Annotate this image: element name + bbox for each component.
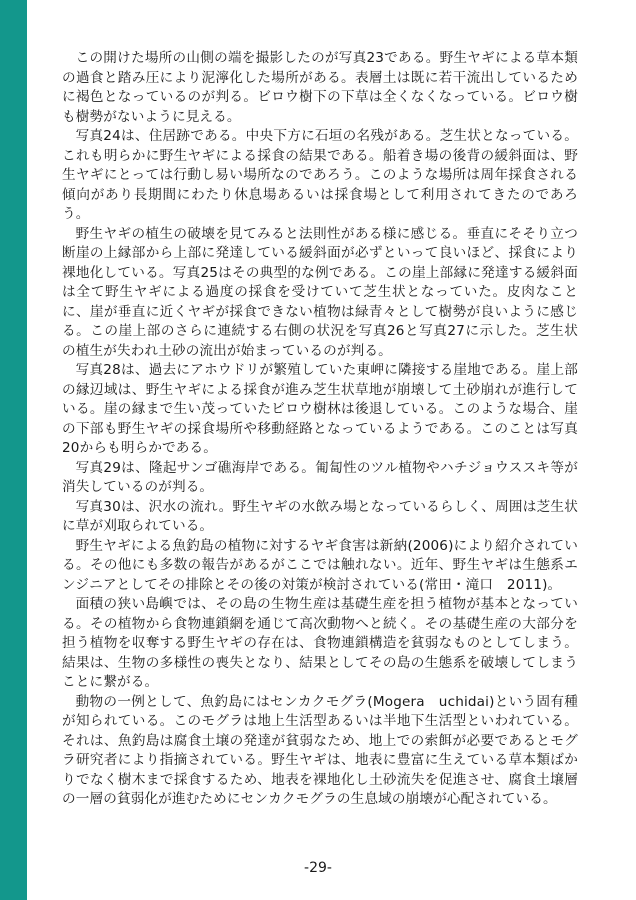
paragraph-vegetation-destruction: 野生ヤギの植生の破壊を見てみると法則性がある様に感じる。垂直にそそり立つ断崖の上縁部から上部に発達している緩斜面が必ずといって良いほど、採食により裸地化している。写真25はその典型的な例である。この崖上部縁に発達する緩斜面は全て野生ヤギによる過度の採食を受けていて芝生状となっていた。皮肉なことに、崖が垂直に近くヤギが採食できない植物は緑青々として樹勢が良いように感じる。この崖上部のさらに連続する右側の状況を写真26と写真27に示した。芝生状の植生が失われ土砂の流出が始まっているのが判る。 <box>62 225 578 359</box>
paragraph-photo-24: 写真24は、住居跡である。中央下方に石垣の名残がある。芝生状となっている。これも明らかに野生ヤギによる採食の結果である。船着き場の後背の緩斜面は、野生ヤギにとっては行動し易い場所なのであろう。このような場所は周年採食される傾向があり長期間にわたり休息場あるいは採食場として利用されてきたのであろう。 <box>62 128 578 222</box>
paragraph-photo-23: この開けた場所の山側の端を撮影したのが写真23である。野生ヤギによる草本類の過食と踏み圧により泥濘化した場所がある。表層土は既に若干流出しているために褐色となっているのが判る。ビロウ樹下の下草は全くなくなっている。ビロウ樹も樹勢がないように見える。 <box>62 50 578 125</box>
paragraph-photo-28: 写真28は、過去にアホウドリが繁殖していた東岬に隣接する崖地である。崖上部の縁辺域は、野生ヤギによる採食が進み芝生状草地が崩壊して土砂崩れが進行している。崖の縁まで生い茂っていたビロウ樹林は後退している。このような場合、崖の下部も野生ヤギの採食場所や移動経路となっているようである。このことは写真20からも明らかである。 <box>62 362 578 456</box>
paragraph-senkaku-mole: 動物の一例として、魚釣島にはセンカクモグラ(Mogera uchidai)という固有種が知られている。このモグラは地上生活型あるいは半地下生活型といわれている。それは、魚釣島は腐食土壌の発達が貧弱なため、地上での索餌が必要であるとモグラ研究者により指摘されている。野生ヤギは、地表に豊富に生えている草本類ばかりでなく樹木まで採食するため、地表を裸地化し土砂流失を促進させ、腐食土壌層の一層の貧弱化が進むためにセンカクモグラの生息域の崩壊が心配されている。 <box>62 693 578 807</box>
paragraph-island-ecosystem: 面積の狭い島嶼では、その島の生物生産は基礎生産を担う植物が基本となっている。その植物から食物連鎖網を通じて高次動物へと続く。その基礎生産の大部分を担う植物を収奪する野生ヤギの存在は、食物連鎖構造を貧弱なものとしてしまう。結果は、生物の多様性の喪失となり、結果としてその島の生態系を破壊してしまうことに繋がる。 <box>62 596 578 690</box>
page-side-band <box>0 0 27 900</box>
paragraph-photo-30: 写真30は、沢水の流れ。野生ヤギの水飲み場となっているらしく、周囲は芝生状に草が刈取られている。 <box>62 498 578 534</box>
body-text <box>62 49 578 810</box>
page-number: -29- <box>304 860 332 876</box>
paragraph-photo-29: 写真29は、隆起サンゴ礁海岸である。匍匐性のツル植物やハチジョウススキ等が消失しているのが判る。 <box>62 459 578 495</box>
paragraph-goat-damage-reports: 野生ヤギによる魚釣島の植物に対するヤギ食害は新納(2006)により紹介されている。その他にも多数の報告があるがここでは触れない。近年、野生ヤギは生態系エンジニアとしてその排除とその後の対策が検討されている(常田・滝口 2011)。 <box>62 537 578 593</box>
